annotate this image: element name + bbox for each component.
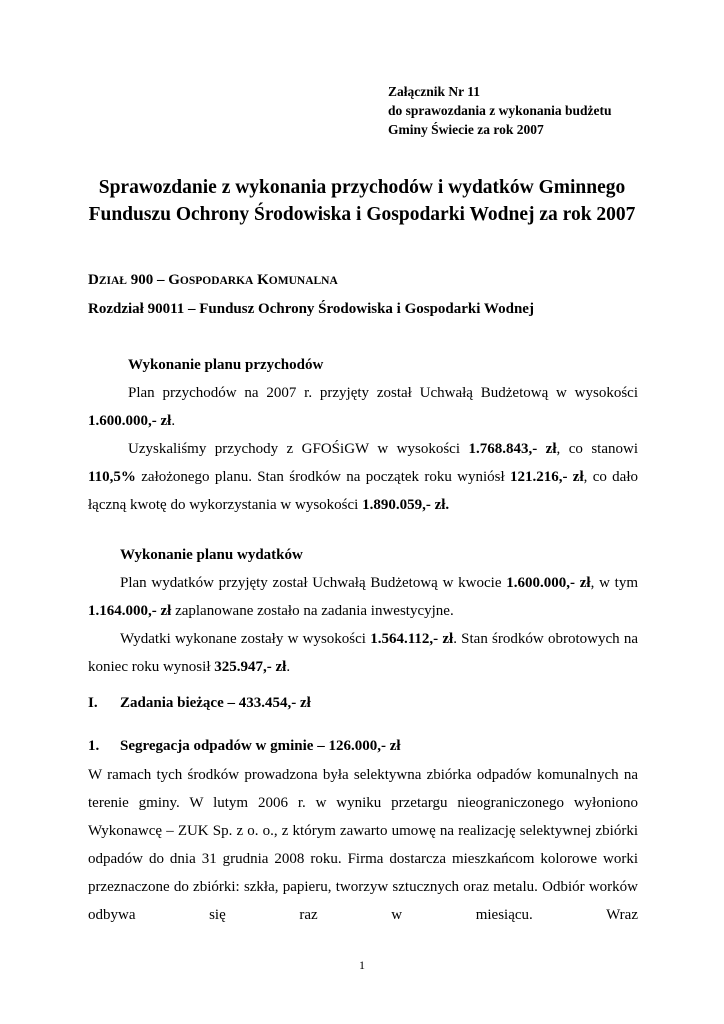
title-line-2: Funduszu Ochrony Środowiska i Gospodarki Wodnej za rok 2007 xyxy=(88,204,636,225)
expenses-paragraph-1: Plan wydatków przyjęty został Uchwałą Budżetową w kwocie 1.600.000,- zł, w tym 1.164.000,- zł zaplanowane zostało na zadania inwestycyjne. xyxy=(88,575,638,619)
item-1-body: W ramach tych środków prowadzona była selektywna zbiórka odpadów komunalnych na terenie gminy. W lutym 2006 r. w wyniku przetargu nieograniczonego wyłoniono Wykonawcę – ZUK Sp. z o. o., z którym zawarto umowę na realizację selektywnej zbiórki odpadów do dnia 31 grudnia 2008 roku. Firma dostarcza mieszkańcom kolorowe worki przeznaczone do zbiórki: szkła, papieru, tworzyw sztucznych oraz metalu. Odbiór worków odbywa się raz w miesiącu. Wraz xyxy=(88,767,638,923)
dzial-rest: ZIAŁ xyxy=(98,275,127,287)
income-received-amount: 1.768.843,- zł xyxy=(468,441,557,457)
expenses-executed-amount: 1.564.112,- zł xyxy=(370,631,454,647)
income-paragraph-2: Uzyskaliśmy przychody z GFOŚiGW w wysokości 1.768.843,- zł, co stanowi 110,5% założonego planu. Stan środków na początek roku wyniósł 121.216,- zł, co dało łączną kwotę do wykorzystania w wysokości 1.890.059,- zł. xyxy=(88,441,638,513)
section-1-label: Zadania bieżące – 433.454,- zł xyxy=(120,695,311,711)
income-total-amount: 1.890.059,- zł. xyxy=(362,497,450,513)
income-percentage: 110,5% xyxy=(88,469,136,485)
expenses-heading: Wykonanie planu wydatków xyxy=(120,547,303,563)
income-plan-amount: 1.600.000,- zł xyxy=(88,413,172,429)
expenses-section xyxy=(88,541,638,681)
expenses-closing-balance: 325.947,- zł xyxy=(214,659,287,675)
page-number: 1 xyxy=(359,958,365,972)
income-heading: Wykonanie planu przychodów xyxy=(128,357,324,373)
title-line-1: Sprawozdanie z wykonania przychodów i wydatków Gminnego xyxy=(98,177,626,198)
income-paragraph-1: Plan przychodów na 2007 r. przyjęty został Uchwałą Budżetową w wysokości 1.600.000,- zł. xyxy=(88,385,638,429)
income-section xyxy=(88,351,638,519)
dzial-g-initial: G xyxy=(168,272,180,288)
annex-line-2: do sprawozdania z wykonania budżetu xyxy=(388,103,612,118)
expenses-plan-amount: 1.600.000,- zł xyxy=(506,575,591,591)
dzial-k-initial: K xyxy=(253,272,269,288)
expenses-investment-amount: 1.164.000,- zł xyxy=(88,603,172,619)
item-1-number: 1. xyxy=(88,738,100,754)
section-1-heading xyxy=(88,695,311,712)
item-1-label: Segregacja odpadów w gminie – 126.000,- zł xyxy=(120,738,401,754)
annex-line-3: Gminy Świecie za rok 2007 xyxy=(388,122,544,137)
expenses-paragraph-2: Wydatki wykonane zostały w wysokości 1.564.112,- zł. Stan środków obrotowych na koniec roku wynosił 325.947,- zł. xyxy=(88,631,638,675)
annex-note xyxy=(388,82,612,139)
annex-line-1: Załącznik Nr 11 xyxy=(388,84,481,99)
dzial-number: 900 – xyxy=(126,272,169,288)
section-1-number: I. xyxy=(88,695,98,711)
dzial-g-rest: OSPODARKA xyxy=(179,275,254,287)
dzial-k-rest: OMUNALNA xyxy=(268,275,338,287)
rozdzial-heading: Rozdział 90011 – Fundusz Ochrony Środowiska i Gospodarki Wodnej xyxy=(88,301,534,317)
dzial-heading xyxy=(88,272,338,289)
income-opening-balance: 121.216,- zł xyxy=(509,469,584,485)
dzial-initial: D xyxy=(88,272,99,288)
document-title xyxy=(60,174,664,228)
item-1-heading xyxy=(88,738,401,755)
